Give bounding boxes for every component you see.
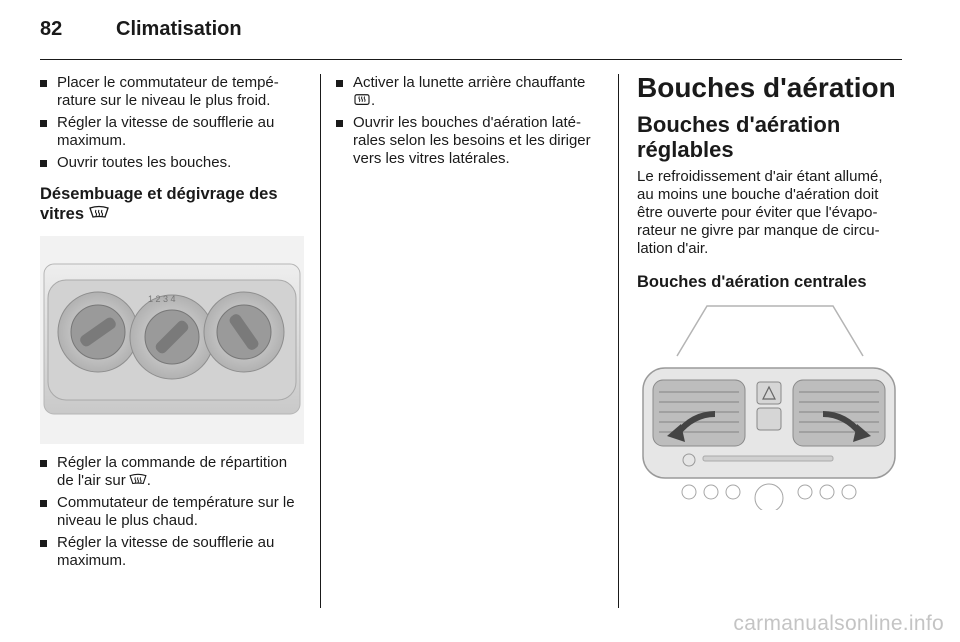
subheading-central-vents: Bouches d'aération centrales (637, 273, 867, 291)
section-title-air-vents: Bouches d'aération (637, 72, 896, 103)
list-item: Ouvrir les bouches d'aération latérales selon les besoins et les diriger vers les vitres latérales. (336, 114, 604, 168)
airbag-indicator (757, 408, 781, 430)
column-2 (336, 74, 604, 172)
list-item: Régler la commande de répartition de l'air sur . (40, 454, 304, 490)
subsection-title-adjustable-vents: Bouches d'aération réglables (637, 112, 841, 162)
air-distribution-knob (204, 292, 284, 372)
bullet-list-top (40, 74, 304, 172)
watermark: carmanualsonline.info (733, 612, 944, 635)
list-item: Régler la vitesse de soufflerie au maximum. (40, 534, 304, 570)
list-item: Régler la vitesse de soufflerie au maximum. (40, 114, 304, 150)
fan-speed-knob (130, 294, 214, 379)
windscreen-defrost-icon (129, 473, 147, 487)
paragraph-vents: Le refroidissement d'air étant allumé, au moins une bouche d'aération doit être ouverte pour éviter que l'évaporateur ne givre par manque de circulation d'air. (637, 168, 883, 257)
rear-window-heating-icon (353, 93, 371, 107)
header-rule (40, 59, 902, 60)
list-item: Commutateur de température sur le niveau le plus chaud. (40, 494, 304, 530)
hazard-button (757, 382, 781, 404)
column-3 (637, 72, 903, 510)
right-vent-grille (793, 380, 885, 446)
svg-text:1 2 3 4: 1 2 3 4 (148, 294, 176, 304)
temperature-knob (58, 292, 138, 372)
bullet-list-bottom (40, 454, 304, 570)
list-item: Ouvrir toutes les bouches. (40, 154, 304, 172)
bullet-list-col2 (336, 74, 604, 168)
windscreen-defrost-icon (89, 205, 109, 221)
climate-controls-illustration (40, 236, 304, 444)
column-divider-1 (320, 74, 321, 608)
page-title: Climatisation (116, 18, 242, 40)
page-number: 82 (40, 18, 63, 40)
list-item: Activer la lunette arrière chauffante . (336, 74, 604, 110)
section-heading-defrost: Désembuage et dégivrage des vitres (40, 185, 278, 223)
central-vents-illustration (637, 300, 901, 510)
left-vent-grille (653, 380, 745, 446)
page-header (40, 18, 242, 48)
list-item: Placer le commutateur de température sur le niveau le plus froid. (40, 74, 304, 110)
column-1 (40, 74, 304, 574)
column-divider-2 (618, 74, 619, 608)
